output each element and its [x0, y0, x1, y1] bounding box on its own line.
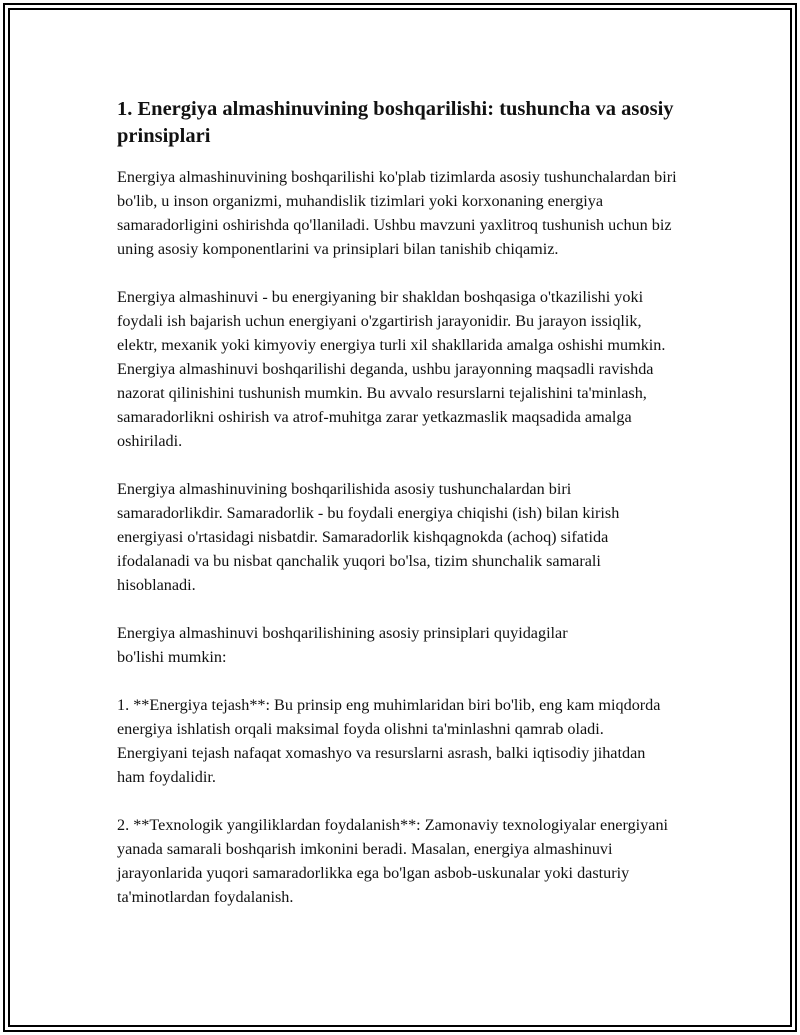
- section-heading: 1. Energiya almashinuvining boshqarilishi: tushuncha va asosiy prinsiplari: [117, 98, 674, 147]
- paragraph-principle-2: 2. **Texnologik yangiliklardan foydalanish**: Zamonaviy texnologiyalar energiyani yanada samarali boshqarish imkonini beradi. Masalan, energiya almashinuvi jarayonlarida yuqori samaradorlikka ega bo'lgan asbob-uskunalar yoki dasturiy ta'minotlardan foydalanish.: [117, 816, 669, 906]
- paragraph-principle-1: 1. **Energiya tejash**: Bu prinsip eng muhimlaridan biri bo'lib, eng kam miqdorda energiya ishlatish orqali maksimal foyda olishni ta'minlashni qamrab oladi. Energiyani tejash nafaqat xomashyo va resurslarni asrash, balki iqtisodiy jihatdan ham foydalidir.: [117, 696, 661, 786]
- document-body: [117, 96, 677, 933]
- paragraph-definition: Energiya almashinuvi - bu energiyaning bir shakldan boshqasiga o'tkazilishi yoki foydali ish bajarish uchun energiyani o'zgartirish jarayonidir. Bu jarayon issiqlik, elektr, mexanik yoki kimyoviy energiya turli xil shakllarida amalga oshishi mumkin. Energiya almashinuvi boshqarilishi deganda, ushbu jarayonning maqsadli ravishda nazorat qilinishini tushunish mumkin. Bu avvalo resurslarni tejalishini ta'minlash, samaradorlikni oshirish va atrof-muhitga zarar yetkazmaslik maqsadida amalga oshiriladi.: [117, 288, 666, 450]
- paragraph-efficiency: Energiya almashinuvining boshqarilishida asosiy tushunchalardan biri samaradorlikdir. Samaradorlik - bu foydali energiya chiqishi (ish) bilan kirish energiyasi o'rtasidagi nisbatdir. Samaradorlik kishqagnokda (achoq) sifatida ifodalanadi va bu nisbat qanchalik yuqori bo'lsa, tizim shunchalik samarali hisoblanadi.: [117, 480, 620, 594]
- paragraph-intro: Energiya almashinuvining boshqarilishi ko'plab tizimlarda asosiy tushunchalardan biri bo'lib, u inson organizmi, muhandislik tizimlari yoki korxonaning energiya samaradorligini oshirishda qo'llaniladi. Ushbu mavzuni yaxlitroq tushunish uchun biz uning asosiy komponentlarini va prinsiplari bilan tanishib chiqamiz.: [117, 168, 677, 258]
- paragraph-principles-intro: Energiya almashinuvi boshqarilishining asosiy prinsiplari quyidagilar bo'lishi mumkin:: [117, 624, 568, 666]
